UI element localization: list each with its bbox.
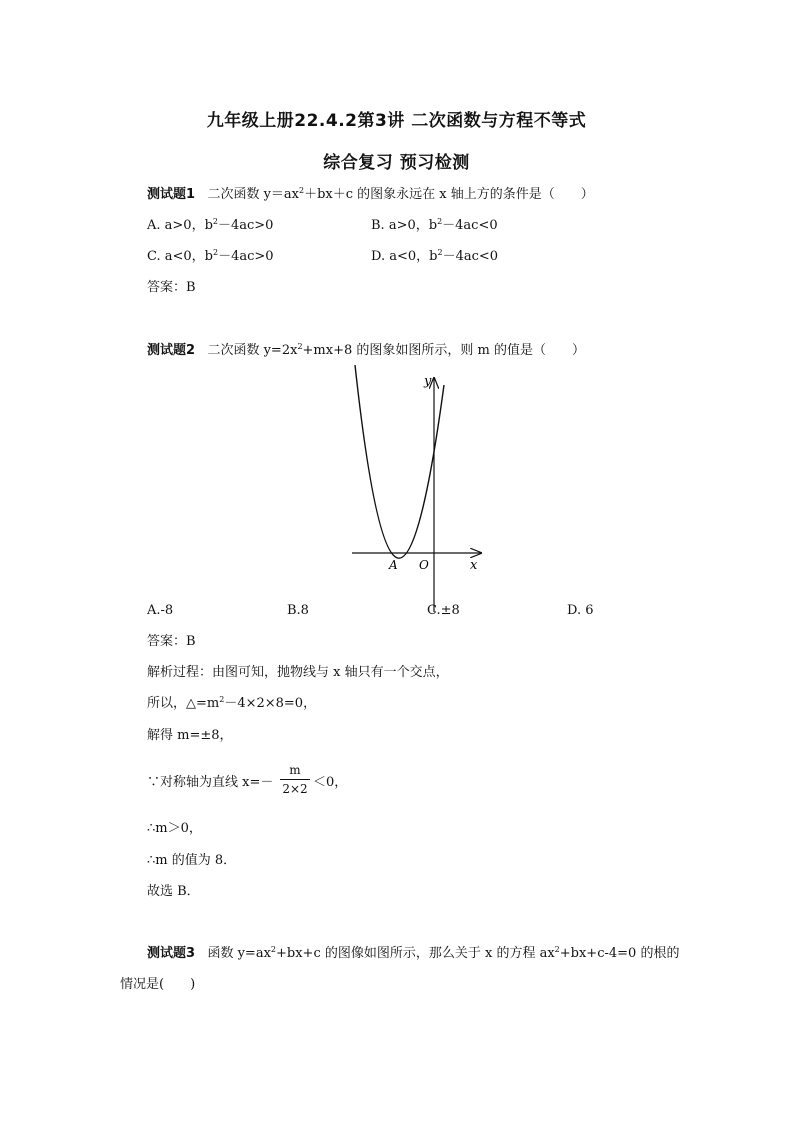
- symmetry-axis-fraction: [280, 763, 310, 796]
- q1-option-c: C. a<0，$b^2-4ac>0$: [147, 248, 274, 264]
- q2-option-a: A.-8: [147, 603, 174, 618]
- q3-stem: 测试题3 函数 $y=ax^2+bx+c$ 的图像如图所示，那么关于 x 的方程 $ax^2+bx+c-4=0$ 的根的: [147, 945, 680, 961]
- parabola-curve: [355, 365, 444, 558]
- fraction-numerator: m: [280, 763, 310, 780]
- q1-label: 测试题1: [147, 187, 196, 202]
- q1-option-b: B. a>0，$b^2-4ac<0$: [371, 217, 498, 233]
- q1-option-d: D. a<0，$b^2-4ac<0$: [371, 248, 499, 264]
- q3-label: 测试题3: [147, 946, 196, 961]
- q2-option-c: C.±8: [427, 603, 460, 618]
- q2-solution-line-3: 解得 m=±8，: [147, 728, 233, 743]
- q2-solution-line-7: 故选 B．: [147, 884, 200, 899]
- q2-stem: 测试题2 二次函数 $y=2x^2+mx+8$ 的图象如图所示，则 m 的值是（ ）: [147, 342, 585, 358]
- q2-solution-line-5: ∴m＞0，: [147, 821, 202, 836]
- q2-solution-line-2: 所以，$\triangle=m^2-4\times 2\times 8=0$，: [147, 695, 317, 711]
- q2-solution-line-6: ∴m 的值为 8．: [147, 853, 237, 868]
- q1-stem: 测试题1 二次函数 $y=ax^2+bx+c$ 的图象永远在 x 轴上方的条件是（ ）: [147, 186, 594, 202]
- q2-option-d: D. 6: [567, 603, 594, 618]
- q2-answer: 答案：B: [147, 634, 196, 649]
- y-axis-label: y: [424, 374, 432, 389]
- q2-solution-line-1: 解析过程：由图可知，抛物线与 x 轴只有一个交点，: [147, 665, 449, 680]
- q3-stem-line-2: 情况是( ): [120, 977, 196, 992]
- vertex-label: A: [389, 558, 398, 572]
- q1-answer: 答案：B: [147, 280, 196, 295]
- q1-option-a: A. a>0，$b^2-4ac>0$: [147, 217, 274, 233]
- q2-solution-line-4-tail: ＜0，: [313, 775, 348, 790]
- q2-label: 测试题2: [147, 343, 196, 358]
- q2-option-b: B.8: [287, 603, 309, 618]
- title-line-1: 九年级上册22.4.2第3讲 二次函数与方程不等式: [206, 111, 587, 131]
- fraction-denominator: 2×2: [282, 782, 308, 796]
- title-line-2: 综合复习 预习检测: [323, 153, 470, 173]
- x-axis-label: x: [470, 558, 478, 573]
- origin-label: O: [419, 558, 429, 572]
- q2-solution-line-4: ∵对称轴为直线 x=－: [147, 775, 274, 790]
